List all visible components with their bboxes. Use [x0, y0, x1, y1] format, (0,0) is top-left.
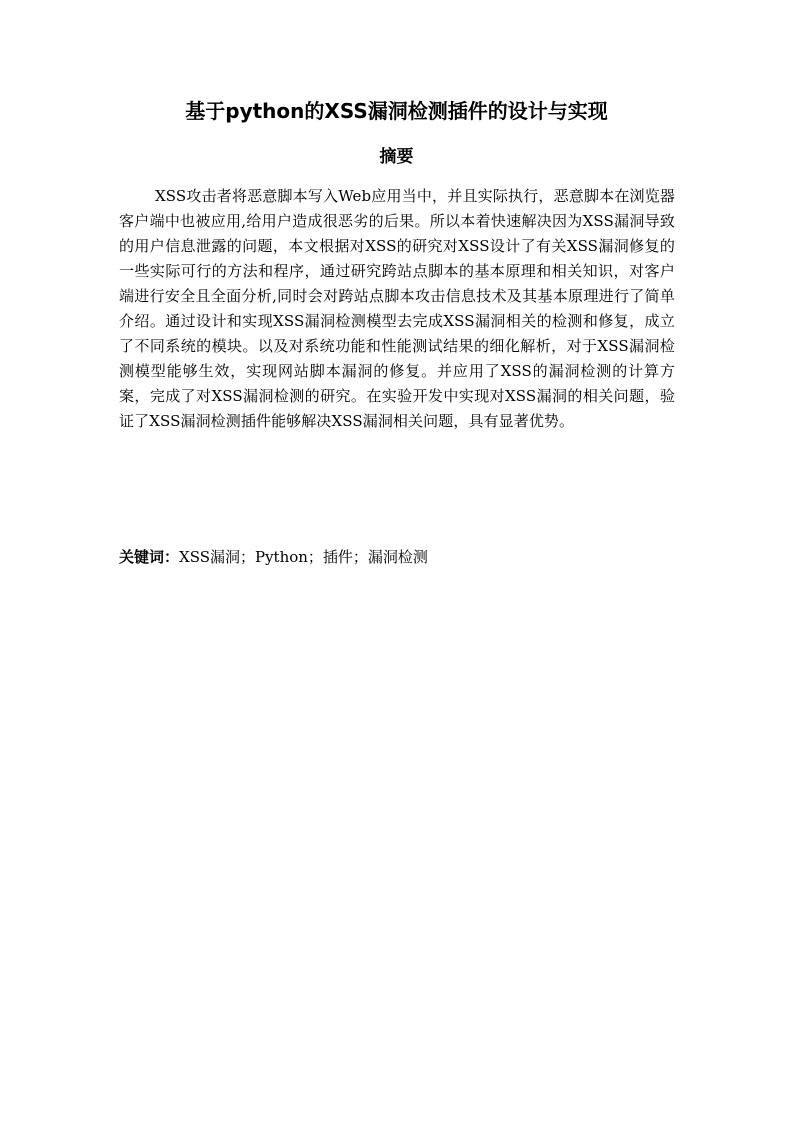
abstract-paragraph: XSS攻击者将恶意脚本写入Web应用当中，并且实际执行，恶意脚本在浏览器客户端中也被应用,给用户造成很恶劣的后果。所以本着快速解决因为XSS漏洞导致的用户信息泄露的问题，本文根据对XSS的研究对XSS设计了有关XSS漏洞修复的一些实际可行的方法和程序，通过研究跨站点脚本的基本原理和相关知识，对客户端进行安全且全面分析,同时会对跨站点脚本攻击信息技术及其基本原理进行了简单介绍。通过设计和实现XSS漏洞检测模型去完成XSS漏洞相关的检测和修复，成立了不同系统的模块。以及对系统功能和性能测试结果的细化解析，对于XSS漏洞检测模型能够生效，实现网站脚本漏洞的修复。并应用了XSS的漏洞检测的计算方案，完成了对XSS漏洞检测的研究。在实验开发中实现对XSS漏洞的相关问题，验证了XSS漏洞检测插件能够解决XSS漏洞相关问题，具有显著优势。 — [119, 187, 675, 430]
keywords-line — [119, 544, 675, 570]
keywords-label: 关键词： — [119, 548, 180, 566]
document-title: 基于python的XSS漏洞检测插件的设计与实现 — [185, 99, 608, 123]
abstract-heading: 摘要 — [379, 147, 414, 167]
keywords-value: XSS漏洞；Python；插件；漏洞检测 — [179, 548, 428, 566]
